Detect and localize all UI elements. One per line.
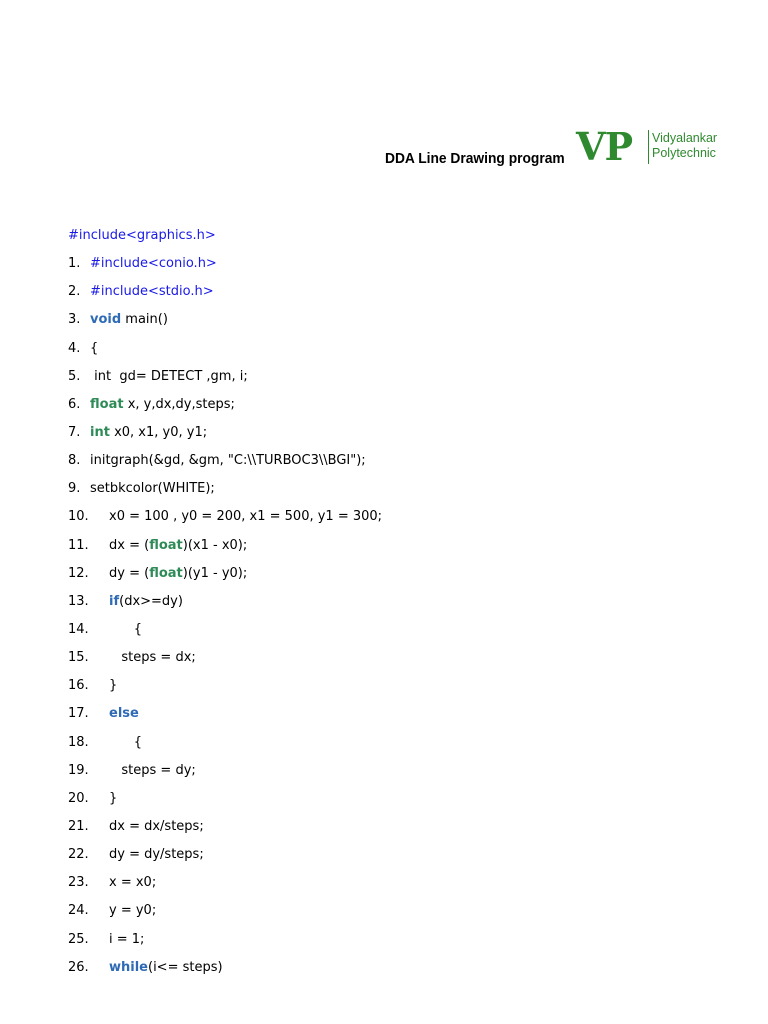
code-line (68, 395, 382, 423)
code-text: #include<stdio.h> (90, 284, 214, 300)
code-text: x, y,dx,dy,steps; (123, 396, 235, 412)
code-keyword: float (149, 565, 183, 581)
code-line (68, 479, 382, 507)
code-line (68, 958, 382, 986)
code-text: initgraph(&gd, &gm, "C:\\TURBOC3\\BGI"); (90, 453, 366, 469)
code-line (68, 789, 382, 817)
logo-divider (648, 130, 649, 164)
line-number: 12. (68, 565, 89, 581)
code-line (68, 339, 382, 367)
code-text: x = x0; (109, 875, 157, 891)
code-line (68, 536, 382, 564)
logo-text (652, 131, 717, 161)
code-text: dx = dx/steps; (109, 818, 204, 834)
code-line (68, 423, 382, 451)
college-logo (576, 124, 726, 169)
code-text: { (109, 621, 143, 637)
line-number: 1. (68, 256, 81, 272)
logo-mark: VP (576, 124, 633, 169)
line-number: 2. (68, 284, 81, 300)
code-text: y = y0; (109, 903, 157, 919)
code-line (68, 226, 382, 254)
code-line (68, 564, 382, 592)
code-text: { (90, 340, 99, 356)
code-text: #include<conio.h> (90, 256, 217, 272)
code-line (68, 901, 382, 929)
line-number: 19. (68, 762, 89, 778)
code-text: { (109, 734, 143, 750)
document-title: DDA Line Drawing program (385, 150, 565, 167)
line-number: 20. (68, 790, 89, 806)
logo-line-1: Vidyalankar (652, 131, 718, 145)
line-number: 22. (68, 847, 89, 863)
code-line (68, 507, 382, 535)
code-text: #include<graphics.h> (68, 228, 216, 243)
line-number: 11. (68, 537, 89, 553)
line-number: 25. (68, 931, 89, 947)
code-text: main() (121, 312, 168, 328)
line-number: 14. (68, 621, 89, 637)
code-text: steps = dx; (109, 650, 196, 666)
code-keyword: float (149, 537, 183, 553)
line-number: 24. (68, 903, 89, 919)
code-text: } (109, 678, 118, 694)
code-line (68, 451, 382, 479)
code-text: } (109, 790, 118, 806)
code-keyword: int (90, 424, 110, 440)
line-number: 9. (68, 481, 81, 497)
code-text: x0 = 100 , y0 = 200, x1 = 500, y1 = 300; (109, 509, 383, 525)
code-line (68, 676, 382, 704)
code-line (68, 704, 382, 732)
line-number: 16. (68, 678, 89, 694)
code-text: int gd= DETECT ,gm, i; (90, 368, 248, 384)
code-text: )(y1 - y0); (182, 565, 248, 581)
code-line (68, 845, 382, 873)
code-text: dy = ( (109, 565, 150, 581)
code-text: dx = ( (109, 537, 150, 553)
code-text: (i<= steps) (148, 959, 223, 975)
code-line (68, 620, 382, 648)
code-keyword: else (109, 706, 139, 722)
code-line (68, 648, 382, 676)
code-text: steps = dy; (109, 762, 196, 778)
line-number: 26. (68, 959, 89, 975)
code-keyword: while (109, 959, 148, 975)
line-number: 10. (68, 509, 89, 525)
code-keyword: void (90, 312, 122, 328)
line-number: 8. (68, 453, 81, 469)
code-text: i = 1; (109, 931, 145, 947)
code-line (68, 873, 382, 901)
line-number: 23. (68, 875, 89, 891)
line-number: 5. (68, 368, 81, 384)
code-keyword: float (90, 396, 124, 412)
code-line (68, 367, 382, 395)
code-line (68, 282, 382, 310)
line-number: 7. (68, 424, 81, 440)
code-text: x0, x1, y0, y1; (109, 424, 208, 440)
line-number: 21. (68, 818, 89, 834)
code-line (68, 761, 382, 789)
code-text: setbkcolor(WHITE); (90, 481, 215, 497)
code-line (68, 310, 382, 338)
line-number: 15. (68, 650, 89, 666)
line-number: 4. (68, 340, 81, 356)
line-number: 6. (68, 396, 81, 412)
code-text: (dx>=dy) (119, 593, 183, 609)
code-line (68, 930, 382, 958)
line-number: 18. (68, 734, 89, 750)
code-line (68, 817, 382, 845)
line-number: 17. (68, 706, 89, 722)
code-line (68, 592, 382, 620)
code-keyword: if (109, 593, 120, 609)
logo-line-2: Polytechnic (652, 146, 716, 160)
code-text: dy = dy/steps; (109, 847, 204, 863)
code-listing (68, 226, 382, 986)
line-number: 3. (68, 312, 81, 328)
code-line (68, 733, 382, 761)
line-number: 13. (68, 593, 89, 609)
code-text: )(x1 - x0); (182, 537, 248, 553)
code-line (68, 254, 382, 282)
